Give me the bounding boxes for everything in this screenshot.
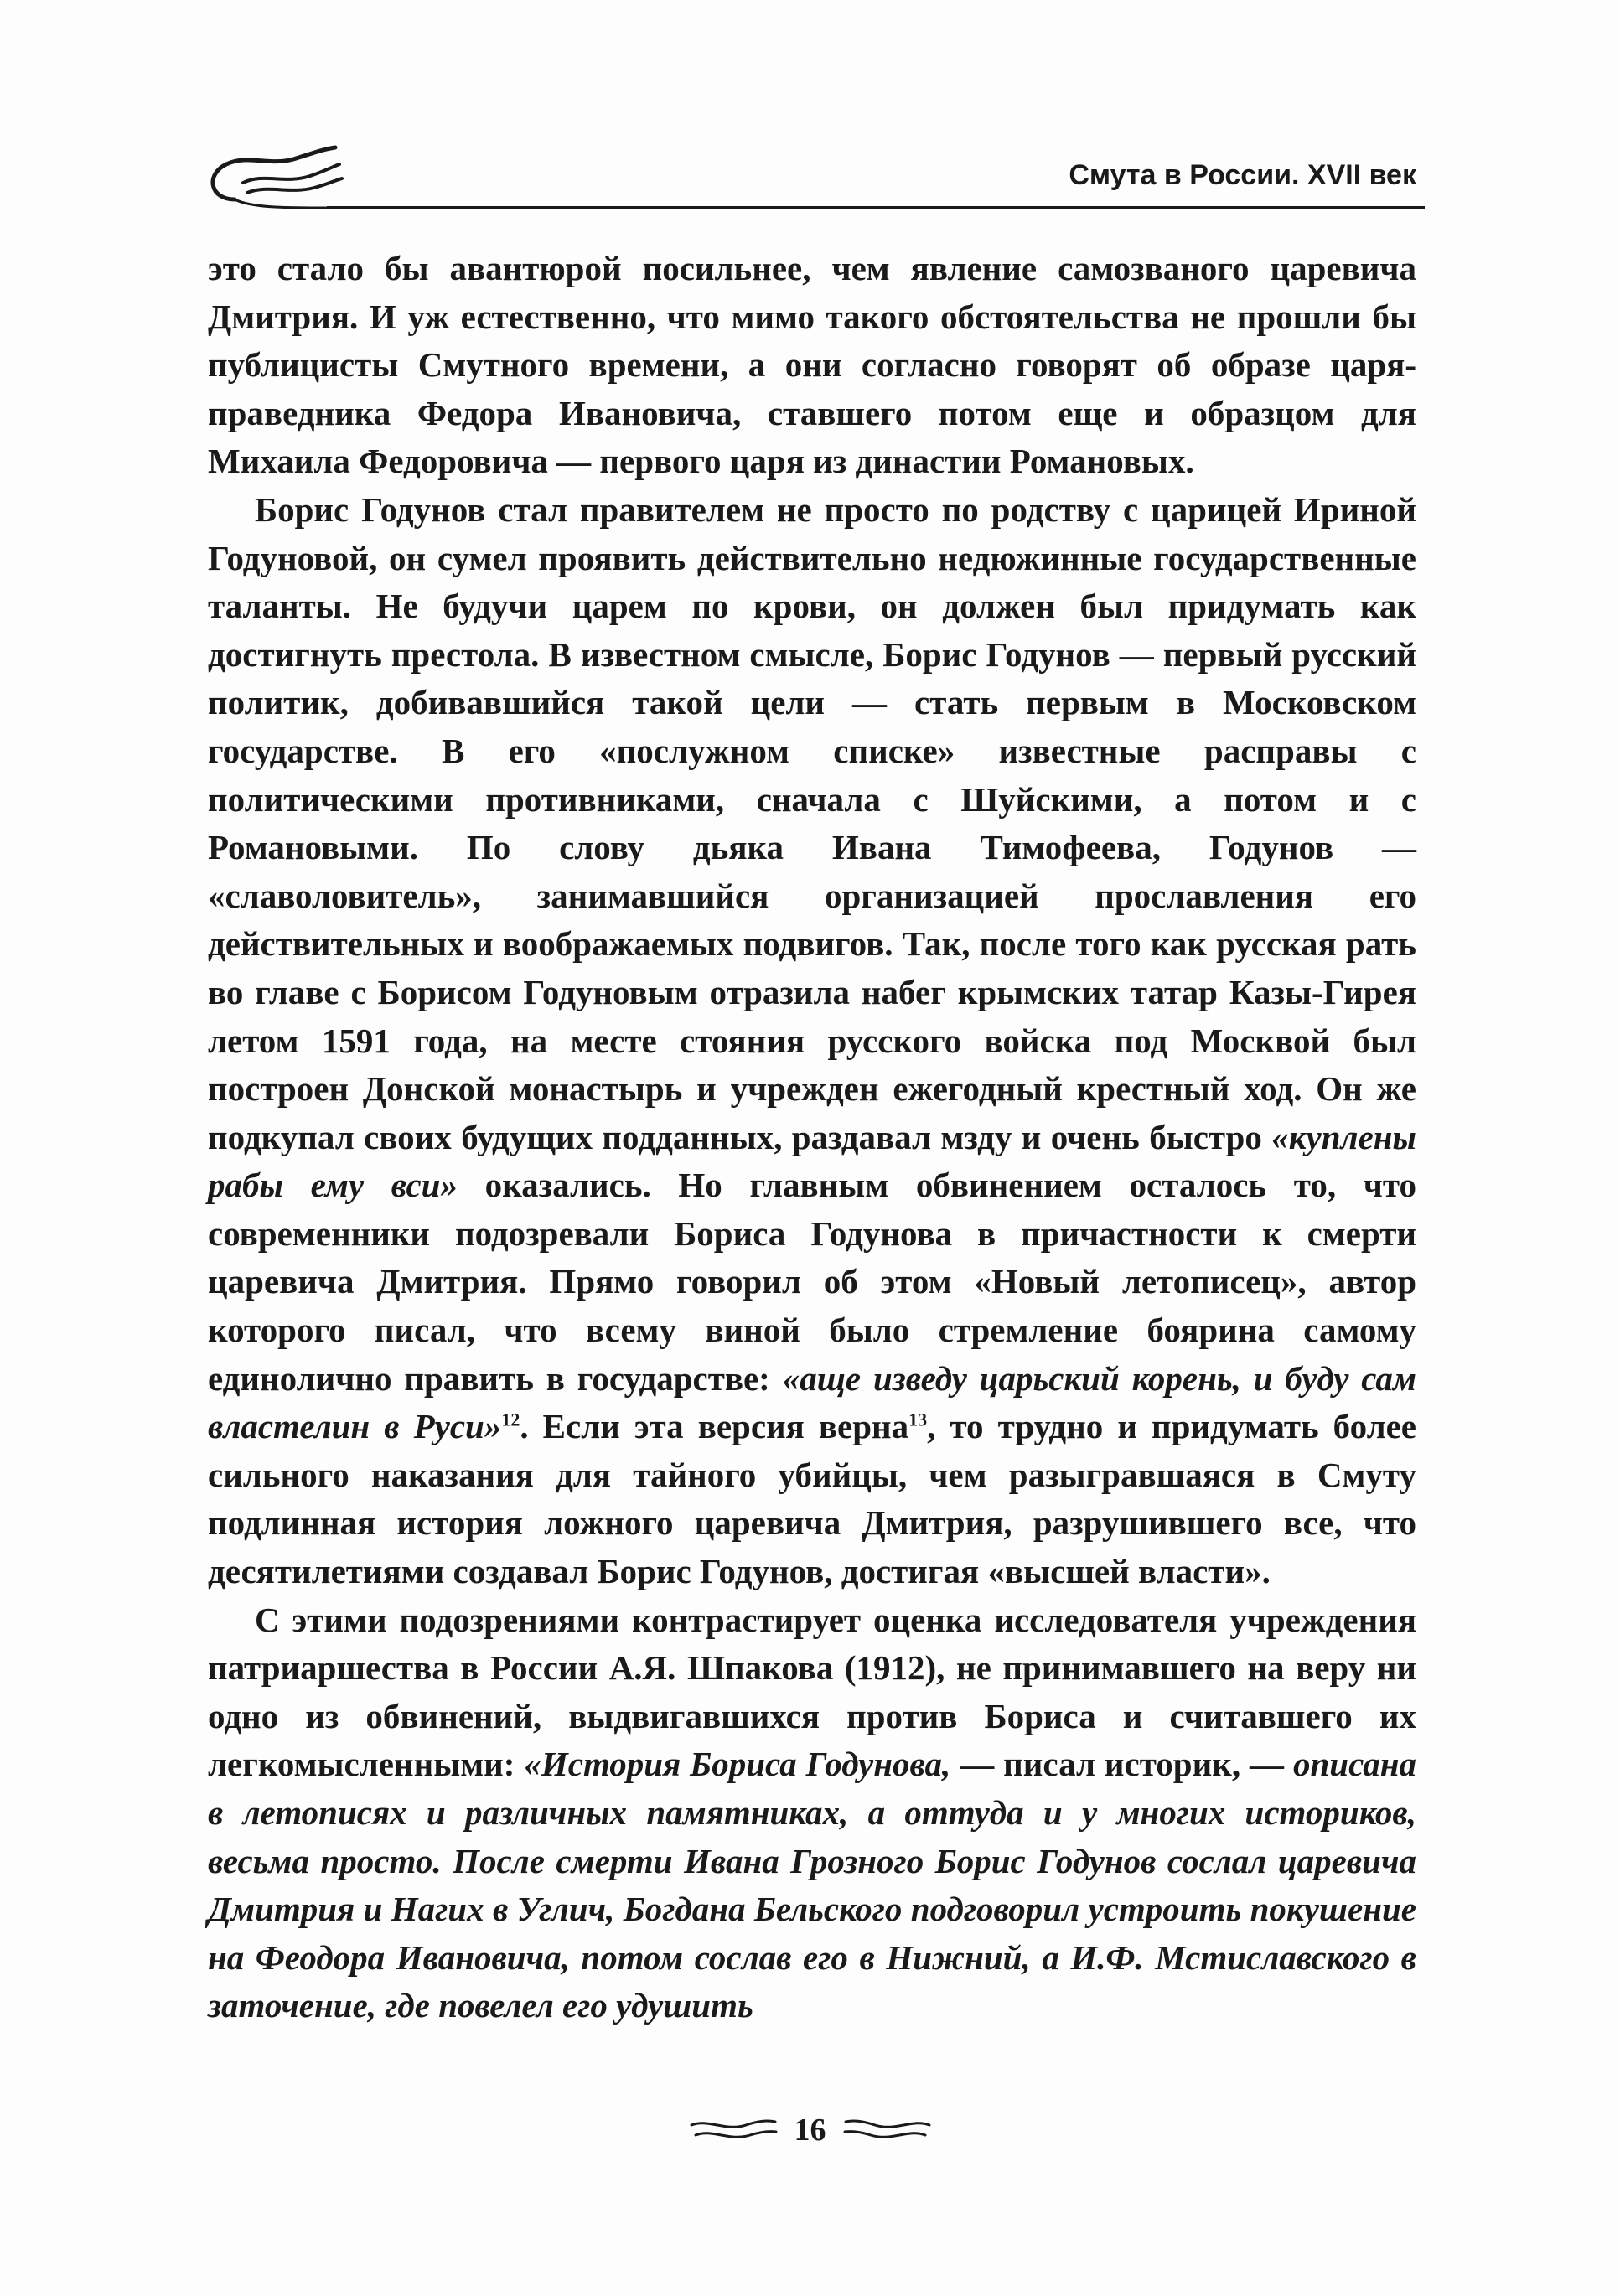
text-run: — писал историк, — <box>950 1745 1293 1784</box>
text-run: это стало бы авантюрой посильнее, чем явление самозваного царевича Дмитрия. И уж естественно, что мимо такого обстоятельства не прошли бы публицисты Смутного времени, а они согласно говорят об образе царя-праведника Федора Ивановича, ставшего потом еще и образцом для Михаила Федоровича — первого царя из династии Романовых. <box>208 249 1416 481</box>
quote-italic: описана в летописях и различных памятниках, а оттуда и у многих историков, весьма просто. После смерти Ивана Грозного Борис Годунов сослал царевича Дмитрия и Нагих в Углич, Богдана Бельского подговорил устроить покушение на Феодора Ивановича, потом сослав его в Нижний, а И.Ф. Мстиславского в заточение, где повелел его удушить <box>208 1745 1416 2025</box>
body-text <box>208 245 1416 2030</box>
page-number: 16 <box>794 2112 826 2148</box>
quote-italic: «куплены рабы ему вси» <box>208 1117 1416 1205</box>
text-run: Борис Годунов стал правителем не просто по родству с царицей Ириной Годуновой, он сумел проявить действительно недюжинные государственные таланты. Не будучи царем по крови, он должен был придумать как достигнуть престола. В известном смысле, Борис Годунов — первый русский политик, добивавшийся такой цели — стать первым в Московском государстве. В его «послужном списке» известные расправы с политическими противниками, сначала с Шуйскими, а потом и с Романовыми. По слову дьяка Ивана Тимофеева, Годунов — «славоловитель», занимавшийся организацией прославления его действительных и воображаемых подвигов. Так, после того как русская рать во главе с Борисом Годуновым отразила набег крымских татар Казы-Гирея летом 1591 года, на месте стояния русского войска под Москвой был построен Донской монастырь и учрежден ежегодный крестный ход. Он же подкупал своих будущих подданных, раздавал мзду и очень быстро <box>208 489 1416 1156</box>
paragraph <box>208 486 1416 1596</box>
page-header <box>201 141 1425 216</box>
text-run: . Если эта версия верна <box>520 1407 909 1446</box>
page-footer <box>0 2112 1620 2162</box>
running-title: Смута в России. XVII век <box>1069 159 1416 191</box>
quote-italic: «История Бориса Годунова, <box>524 1745 951 1784</box>
text-run: оказались. Но главным обвинением осталось то, что современники подозревали Бориса Годунова в причастности к смерти царевича Дмитрия. Прямо говорил об этом «Новый летописец», автор которого писал, что всему виной было стремление боярина самому единолично править в государстве: <box>208 1166 1416 1398</box>
wave-left-icon <box>687 2113 779 2147</box>
wave-ornament-icon <box>201 141 344 216</box>
text-run: , то трудно и придумать более сильного наказания для тайного убийцы, чем разыгравшаяся в Смуту подлинная история ложного царевича Дмитрия, разрушившего все, что десятилетиями создавал Борис Годунов, достигая «высшей власти». <box>208 1407 1416 1591</box>
quote-italic: «аще изведу царьский корень, и буду сам властелин в Руси» <box>208 1358 1417 1446</box>
header-rule <box>327 206 1425 209</box>
wave-right-icon <box>841 2113 934 2147</box>
paragraph <box>208 245 1416 486</box>
text-run: С этими подозрениями контрастирует оценка исследователя учреждения патриаршества в России А.Я. Шпакова (1912), не принимавшего на веру ни одно из обвинений, выдвигавшихся против Бориса и считавшего их легкомысленными: <box>208 1600 1416 1784</box>
footnote-ref: 13 <box>908 1409 928 1430</box>
footnote-ref: 12 <box>501 1409 520 1430</box>
paragraph <box>208 1596 1416 2030</box>
